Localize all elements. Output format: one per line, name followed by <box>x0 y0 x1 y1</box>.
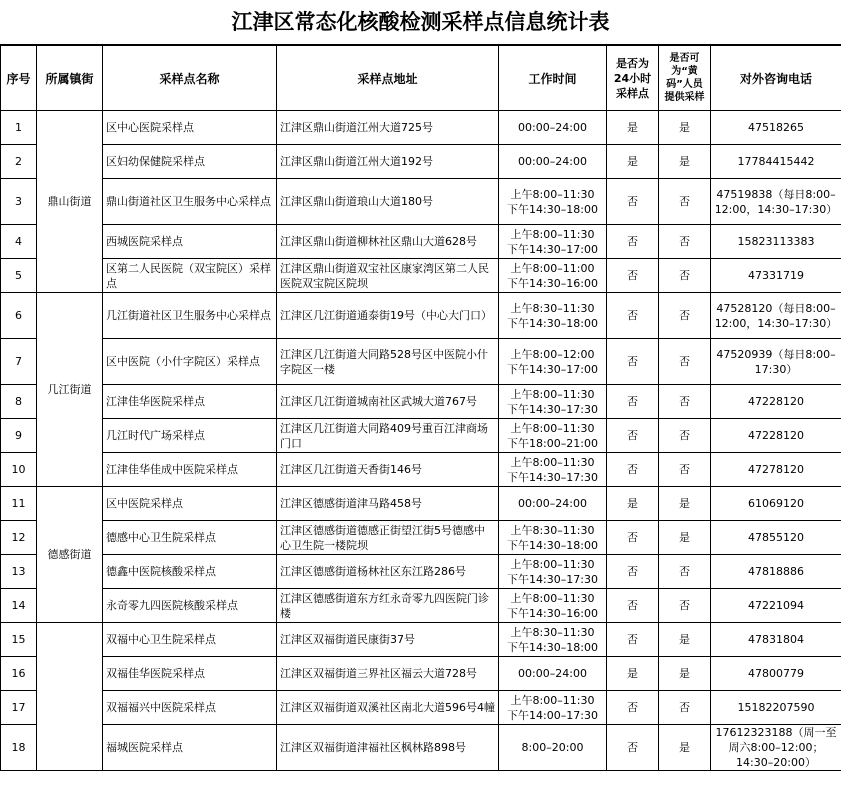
site-name: 双福中心卫生院采样点 <box>103 623 277 657</box>
table-row <box>1 339 841 385</box>
yellow-code: 否 <box>659 179 711 225</box>
contact-phone: 47855120 <box>711 521 841 555</box>
table-row <box>1 111 841 145</box>
work-hours <box>499 293 607 339</box>
header-no: 序号 <box>1 46 37 111</box>
work-hours-line: 下午18:00–21:00 <box>507 436 598 450</box>
site-name: 西城医院采样点 <box>103 225 277 259</box>
work-hours <box>499 623 607 657</box>
site-address: 江津区鼎山街道琅山大道180号 <box>277 179 499 225</box>
work-hours-line: 8:00–20:00 <box>521 741 584 754</box>
table-row <box>1 225 841 259</box>
header-address: 采样点地址 <box>277 46 499 111</box>
header-hours: 工作时间 <box>499 46 607 111</box>
is-24h: 否 <box>607 623 659 657</box>
site-name: 江津佳华佳成中医院采样点 <box>103 453 277 487</box>
table-row <box>1 145 841 179</box>
work-hours-line: 下午14:30–16:00 <box>507 276 598 290</box>
work-hours-line: 上午8:00–11:30 <box>510 591 595 605</box>
contact-phone: 47519838（每日8:00–12:00，14:30–17:30） <box>711 179 841 225</box>
yellow-code: 是 <box>659 657 711 691</box>
work-hours-line: 上午8:00–11:30 <box>510 557 595 571</box>
contact-phone: 17612323188（周一至周六8:00–12:00；14:30–20:00） <box>711 725 841 771</box>
header-is24: 是否为24小时采样点 <box>607 46 659 111</box>
work-hours <box>499 725 607 771</box>
work-hours <box>499 339 607 385</box>
is-24h: 否 <box>607 225 659 259</box>
work-hours <box>499 179 607 225</box>
row-number: 8 <box>1 385 37 419</box>
town-cell: 鼎山街道 <box>37 111 103 293</box>
row-number: 18 <box>1 725 37 771</box>
is-24h: 否 <box>607 293 659 339</box>
site-address: 江津区几江街道天香街146号 <box>277 453 499 487</box>
table-row <box>1 293 841 339</box>
contact-phone: 47228120 <box>711 385 841 419</box>
row-number: 12 <box>1 521 37 555</box>
work-hours-line: 上午8:00–12:00 <box>510 347 595 361</box>
yellow-code: 是 <box>659 111 711 145</box>
is-24h: 否 <box>607 589 659 623</box>
work-hours <box>499 259 607 293</box>
row-number: 10 <box>1 453 37 487</box>
site-name: 区中医院（小什字院区）采样点 <box>103 339 277 385</box>
contact-phone: 15182207590 <box>711 691 841 725</box>
work-hours <box>499 487 607 521</box>
site-address: 江津区几江街道通泰街19号（中心大门口） <box>277 293 499 339</box>
site-name: 区中心医院采样点 <box>103 111 277 145</box>
site-name: 德鑫中医院核酸采样点 <box>103 555 277 589</box>
row-number: 6 <box>1 293 37 339</box>
site-address: 江津区德感街道津马路458号 <box>277 487 499 521</box>
work-hours-line: 下午14:30–18:00 <box>507 316 598 330</box>
yellow-code: 是 <box>659 725 711 771</box>
yellow-code: 否 <box>659 453 711 487</box>
yellow-code: 是 <box>659 521 711 555</box>
row-number: 15 <box>1 623 37 657</box>
site-address: 江津区双福街道双溪社区南北大道596号4幢 <box>277 691 499 725</box>
site-address: 江津区几江街道大同路528号区中医院小什字院区一楼 <box>277 339 499 385</box>
table-body <box>1 111 841 771</box>
yellow-code: 否 <box>659 555 711 589</box>
site-address: 江津区几江街道城南社区武城大道767号 <box>277 385 499 419</box>
site-address: 江津区德感街道东方红永奇零九四医院门诊楼 <box>277 589 499 623</box>
contact-phone: 47831804 <box>711 623 841 657</box>
row-number: 3 <box>1 179 37 225</box>
page-title: 江津区常态化核酸检测采样点信息统计表 <box>0 0 841 45</box>
is-24h: 否 <box>607 339 659 385</box>
header-name: 采样点名称 <box>103 46 277 111</box>
is-24h: 是 <box>607 145 659 179</box>
table-row <box>1 623 841 657</box>
work-hours <box>499 555 607 589</box>
site-name: 双福福兴中医院采样点 <box>103 691 277 725</box>
site-address: 江津区双福街道津福社区枫林路898号 <box>277 725 499 771</box>
is-24h: 否 <box>607 691 659 725</box>
table-row <box>1 259 841 293</box>
table-row <box>1 179 841 225</box>
table-row <box>1 521 841 555</box>
is-24h: 否 <box>607 419 659 453</box>
site-address: 江津区双福街道三界社区福云大道728号 <box>277 657 499 691</box>
work-hours <box>499 111 607 145</box>
work-hours-line: 下午14:30–17:30 <box>507 402 598 416</box>
yellow-code: 否 <box>659 385 711 419</box>
work-hours-line: 上午8:00–11:00 <box>510 261 595 275</box>
contact-phone: 47221094 <box>711 589 841 623</box>
is-24h: 否 <box>607 725 659 771</box>
row-number: 7 <box>1 339 37 385</box>
work-hours-line: 上午8:30–11:30 <box>510 523 595 537</box>
work-hours <box>499 453 607 487</box>
contact-phone: 47528120（每日8:00–12:00，14:30–17:30） <box>711 293 841 339</box>
site-name: 福城医院采样点 <box>103 725 277 771</box>
table-row <box>1 725 841 771</box>
work-hours-line: 00:00–24:00 <box>518 121 587 134</box>
yellow-code: 否 <box>659 691 711 725</box>
row-number: 16 <box>1 657 37 691</box>
is-24h: 是 <box>607 487 659 521</box>
yellow-code: 否 <box>659 589 711 623</box>
sampling-points-table <box>0 45 841 771</box>
table-row <box>1 589 841 623</box>
work-hours-line: 上午8:00–11:30 <box>510 421 595 435</box>
contact-phone: 47228120 <box>711 419 841 453</box>
work-hours-line: 下午14:00–17:30 <box>507 708 598 722</box>
contact-phone: 61069120 <box>711 487 841 521</box>
table-row <box>1 419 841 453</box>
work-hours-line: 下午14:30–17:00 <box>507 242 598 256</box>
is-24h: 否 <box>607 385 659 419</box>
table-row <box>1 453 841 487</box>
site-name: 江津佳华医院采样点 <box>103 385 277 419</box>
is-24h: 否 <box>607 259 659 293</box>
site-name: 鼎山街道社区卫生服务中心采样点 <box>103 179 277 225</box>
site-address: 江津区鼎山街道双宝社区康家湾区第二人民医院双宝院区院坝 <box>277 259 499 293</box>
row-number: 13 <box>1 555 37 589</box>
is-24h: 否 <box>607 521 659 555</box>
work-hours-line: 下午14:30–18:00 <box>507 640 598 654</box>
work-hours-line: 00:00–24:00 <box>518 667 587 680</box>
contact-phone: 15823113383 <box>711 225 841 259</box>
contact-phone: 47331719 <box>711 259 841 293</box>
contact-phone: 47518265 <box>711 111 841 145</box>
site-name: 双福佳华医院采样点 <box>103 657 277 691</box>
contact-phone: 17784415442 <box>711 145 841 179</box>
yellow-code: 否 <box>659 293 711 339</box>
work-hours <box>499 589 607 623</box>
work-hours-line: 00:00–24:00 <box>518 155 587 168</box>
row-number: 17 <box>1 691 37 725</box>
header-yellow: 是否可为“黄码”人员提供采样 <box>659 46 711 111</box>
site-name: 永奇零九四医院核酸采样点 <box>103 589 277 623</box>
work-hours <box>499 145 607 179</box>
table-row <box>1 657 841 691</box>
work-hours <box>499 419 607 453</box>
town-cell <box>37 623 103 771</box>
table-row <box>1 555 841 589</box>
table-row <box>1 691 841 725</box>
table-row <box>1 385 841 419</box>
yellow-code: 是 <box>659 487 711 521</box>
table-row <box>1 487 841 521</box>
header-town: 所属镇街 <box>37 46 103 111</box>
is-24h: 是 <box>607 657 659 691</box>
site-name: 德感中心卫生院采样点 <box>103 521 277 555</box>
yellow-code: 否 <box>659 339 711 385</box>
row-number: 4 <box>1 225 37 259</box>
row-number: 1 <box>1 111 37 145</box>
site-name: 几江时代广场采样点 <box>103 419 277 453</box>
work-hours <box>499 657 607 691</box>
header-phone: 对外咨询电话 <box>711 46 841 111</box>
site-address: 江津区德感街道杨林社区东江路286号 <box>277 555 499 589</box>
work-hours-line: 上午8:00–11:30 <box>510 455 595 469</box>
site-address: 江津区双福街道民康街37号 <box>277 623 499 657</box>
contact-phone: 47818886 <box>711 555 841 589</box>
work-hours-line: 下午14:30–18:00 <box>507 202 598 216</box>
work-hours-line: 下午14:30–18:00 <box>507 538 598 552</box>
yellow-code: 否 <box>659 225 711 259</box>
is-24h: 是 <box>607 111 659 145</box>
work-hours-line: 下午14:30–17:30 <box>507 470 598 484</box>
site-name: 区第二人民医院（双宝院区）采样点 <box>103 259 277 293</box>
work-hours <box>499 691 607 725</box>
row-number: 11 <box>1 487 37 521</box>
yellow-code: 是 <box>659 145 711 179</box>
header-row <box>1 46 841 111</box>
yellow-code: 是 <box>659 623 711 657</box>
site-address: 江津区几江街道大同路409号重百江津商场门口 <box>277 419 499 453</box>
work-hours-line: 下午14:30–16:00 <box>507 606 598 620</box>
is-24h: 否 <box>607 555 659 589</box>
work-hours-line: 上午8:00–11:30 <box>510 693 595 707</box>
town-cell: 德感街道 <box>37 487 103 623</box>
work-hours-line: 上午8:30–11:30 <box>510 625 595 639</box>
row-number: 14 <box>1 589 37 623</box>
site-address: 江津区鼎山街道柳林社区鼎山大道628号 <box>277 225 499 259</box>
work-hours <box>499 385 607 419</box>
site-address: 江津区鼎山街道江州大道725号 <box>277 111 499 145</box>
site-name: 几江街道社区卫生服务中心采样点 <box>103 293 277 339</box>
work-hours-line: 00:00–24:00 <box>518 497 587 510</box>
town-cell: 几江街道 <box>37 293 103 487</box>
is-24h: 否 <box>607 453 659 487</box>
work-hours-line: 上午8:00–11:30 <box>510 387 595 401</box>
row-number: 5 <box>1 259 37 293</box>
work-hours-line: 上午8:00–11:30 <box>510 227 595 241</box>
work-hours <box>499 521 607 555</box>
row-number: 2 <box>1 145 37 179</box>
work-hours-line: 下午14:30–17:30 <box>507 572 598 586</box>
work-hours <box>499 225 607 259</box>
site-address: 江津区鼎山街道江州大道192号 <box>277 145 499 179</box>
yellow-code: 否 <box>659 259 711 293</box>
row-number: 9 <box>1 419 37 453</box>
contact-phone: 47800779 <box>711 657 841 691</box>
yellow-code: 否 <box>659 419 711 453</box>
contact-phone: 47278120 <box>711 453 841 487</box>
site-address: 江津区德感街道德感正街望江街5号德感中心卫生院一楼院坝 <box>277 521 499 555</box>
site-name: 区中医院采样点 <box>103 487 277 521</box>
work-hours-line: 下午14:30–17:00 <box>507 362 598 376</box>
work-hours-line: 上午8:30–11:30 <box>510 301 595 315</box>
contact-phone: 47520939（每日8:00–17:30） <box>711 339 841 385</box>
site-name: 区妇幼保健院采样点 <box>103 145 277 179</box>
is-24h: 否 <box>607 179 659 225</box>
work-hours-line: 上午8:00–11:30 <box>510 187 595 201</box>
